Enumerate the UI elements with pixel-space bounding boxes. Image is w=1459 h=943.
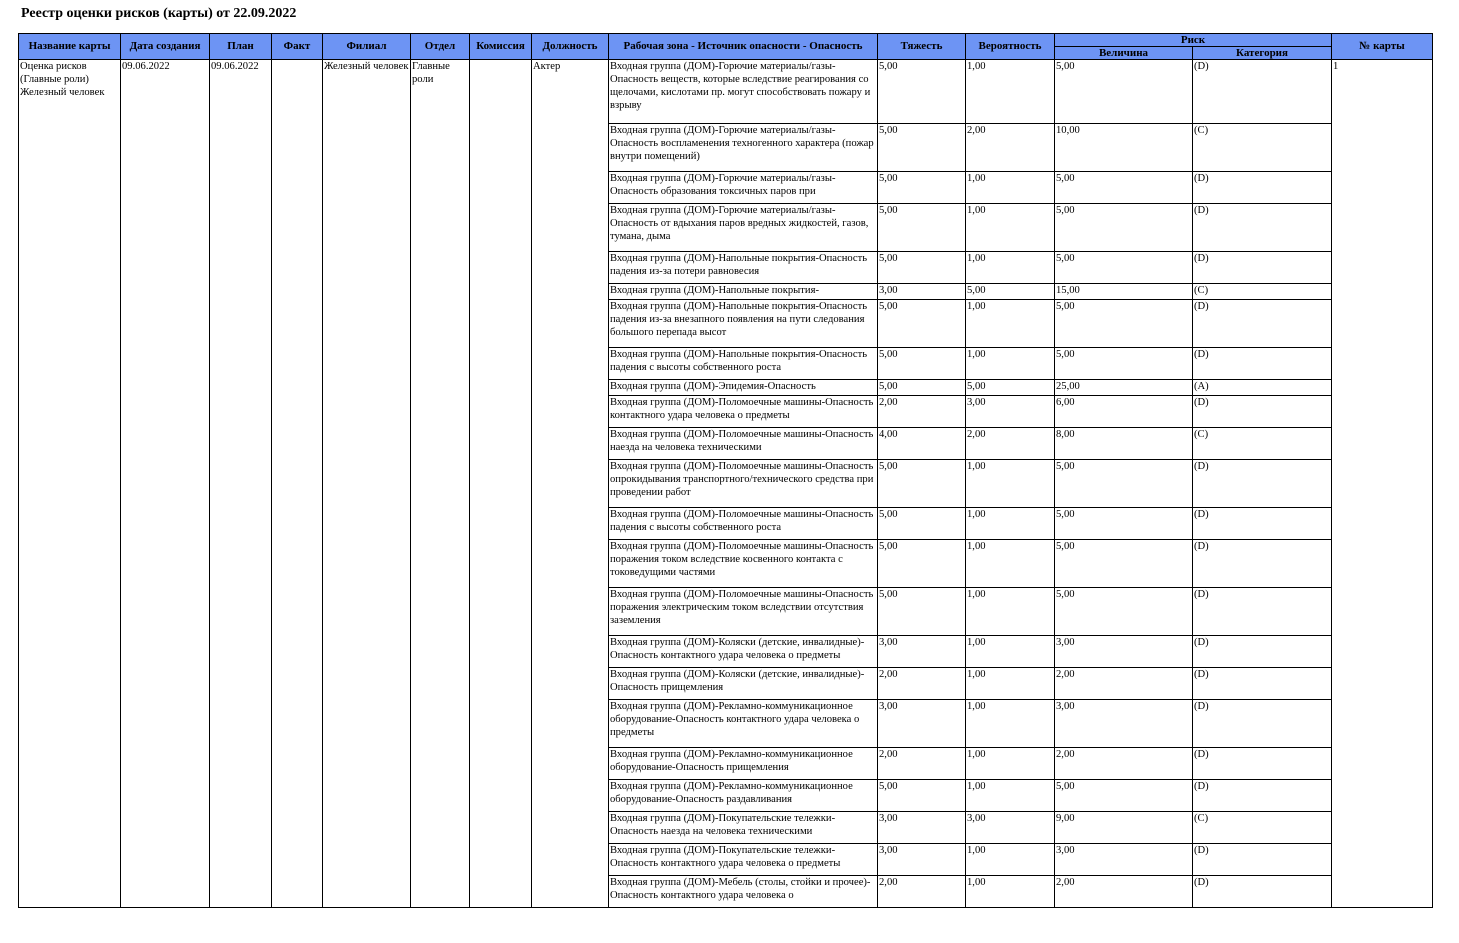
card-no-cell: 1	[1332, 60, 1433, 908]
severity-cell: 5,00	[878, 380, 966, 396]
severity-cell: 3,00	[878, 844, 966, 876]
plan-cell: 09.06.2022	[210, 60, 272, 908]
probability-cell: 1,00	[966, 204, 1055, 252]
table-body	[19, 60, 1433, 908]
hazard-cell: Входная группа (ДОМ)-Поломоечные машины-Опасность наезда на человека техническими	[609, 428, 878, 460]
probability-cell: 1,00	[966, 748, 1055, 780]
probability-cell: 5,00	[966, 284, 1055, 300]
severity-cell: 2,00	[878, 748, 966, 780]
severity-cell: 5,00	[878, 300, 966, 348]
probability-cell: 1,00	[966, 172, 1055, 204]
hazard-cell: Входная группа (ДОМ)-Горючие материалы/газы-Опасность воспламенения техногенного характера (пожар внутри помещений)	[609, 124, 878, 172]
probability-cell: 1,00	[966, 348, 1055, 380]
risk-value-cell: 3,00	[1055, 636, 1193, 668]
probability-cell: 1,00	[966, 460, 1055, 508]
risk-value-cell: 5,00	[1055, 780, 1193, 812]
risk-category-cell: (D)	[1193, 300, 1332, 348]
severity-cell: 3,00	[878, 812, 966, 844]
severity-cell: 5,00	[878, 460, 966, 508]
probability-cell: 2,00	[966, 428, 1055, 460]
risk-category-cell: (D)	[1193, 748, 1332, 780]
report-title: Реестр оценки рисков (карты) от 22.09.2022	[21, 6, 297, 21]
risk-value-cell: 9,00	[1055, 812, 1193, 844]
severity-cell: 3,00	[878, 284, 966, 300]
risk-category-cell: (D)	[1193, 204, 1332, 252]
severity-cell: 5,00	[878, 540, 966, 588]
severity-cell: 5,00	[878, 172, 966, 204]
probability-cell: 1,00	[966, 876, 1055, 908]
hazard-cell: Входная группа (ДОМ)-Коляски (детские, инвалидные)-Опасность контактного удара человека о предметы	[609, 636, 878, 668]
risk-value-cell: 5,00	[1055, 460, 1193, 508]
probability-cell: 3,00	[966, 812, 1055, 844]
hazard-cell: Входная группа (ДОМ)-Поломоечные машины-Опасность контактного удара человека о предметы	[609, 396, 878, 428]
probability-cell: 5,00	[966, 380, 1055, 396]
hazard-cell: Входная группа (ДОМ)-Рекламно-коммуникационное оборудование-Опасность контактного удара человека о предметы	[609, 700, 878, 748]
fact-cell	[272, 60, 323, 908]
severity-cell: 5,00	[878, 588, 966, 636]
risk-category-cell: (D)	[1193, 844, 1332, 876]
department-cell: Главные роли	[411, 60, 470, 908]
hazard-cell: Входная группа (ДОМ)-Покупательские тележки-Опасность контактного удара человека о предметы	[609, 844, 878, 876]
hazard-cell: Входная группа (ДОМ)-Покупательские тележки-Опасность наезда на человека техническими	[609, 812, 878, 844]
header-fact: Факт	[272, 34, 323, 60]
hazard-cell: Входная группа (ДОМ)-Напольные покрытия-Опасность падения из-за внезапного появления на пути следования большого перепада высот	[609, 300, 878, 348]
risk-category-cell: (C)	[1193, 812, 1332, 844]
severity-cell: 5,00	[878, 124, 966, 172]
header-risk-category: Категория	[1193, 47, 1332, 60]
risk-category-cell: (D)	[1193, 60, 1332, 124]
hazard-cell: Входная группа (ДОМ)-Рекламно-коммуникационное оборудование-Опасность раздавливания	[609, 780, 878, 812]
risk-category-cell: (D)	[1193, 780, 1332, 812]
risk-value-cell: 5,00	[1055, 300, 1193, 348]
risk-value-cell: 3,00	[1055, 844, 1193, 876]
hazard-cell: Входная группа (ДОМ)-Напольные покрытия-Опасность падения из-за потери равновесия	[609, 252, 878, 284]
header-branch: Филиал	[323, 34, 411, 60]
probability-cell: 1,00	[966, 844, 1055, 876]
risk-register-table	[18, 33, 1433, 908]
risk-value-cell: 5,00	[1055, 204, 1193, 252]
risk-category-cell: (D)	[1193, 252, 1332, 284]
probability-cell: 1,00	[966, 508, 1055, 540]
risk-value-cell: 2,00	[1055, 876, 1193, 908]
hazard-cell: Входная группа (ДОМ)-Горючие материалы/газы-Опасность образования токсичных паров при	[609, 172, 878, 204]
severity-cell: 5,00	[878, 252, 966, 284]
probability-cell: 1,00	[966, 636, 1055, 668]
probability-cell: 1,00	[966, 252, 1055, 284]
probability-cell: 1,00	[966, 780, 1055, 812]
hazard-cell: Входная группа (ДОМ)-Эпидемия-Опасность	[609, 380, 878, 396]
position-cell: Актер	[532, 60, 609, 908]
hazard-cell: Входная группа (ДОМ)-Поломоечные машины-Опасность падения с высоты собственного роста	[609, 508, 878, 540]
risk-value-cell: 25,00	[1055, 380, 1193, 396]
probability-cell: 2,00	[966, 124, 1055, 172]
header-created: Дата создания	[121, 34, 210, 60]
risk-category-cell: (D)	[1193, 396, 1332, 428]
header-severity: Тяжесть	[878, 34, 966, 60]
risk-category-cell: (D)	[1193, 700, 1332, 748]
severity-cell: 2,00	[878, 876, 966, 908]
severity-cell: 5,00	[878, 348, 966, 380]
severity-cell: 5,00	[878, 780, 966, 812]
risk-value-cell: 5,00	[1055, 588, 1193, 636]
probability-cell: 1,00	[966, 700, 1055, 748]
risk-value-cell: 5,00	[1055, 60, 1193, 124]
header-plan: План	[210, 34, 272, 60]
hazard-cell: Входная группа (ДОМ)-Мебель (столы, стойки и прочее)-Опасность контактного удара человека о	[609, 876, 878, 908]
severity-cell: 5,00	[878, 60, 966, 124]
risk-value-cell: 8,00	[1055, 428, 1193, 460]
probability-cell: 3,00	[966, 396, 1055, 428]
risk-value-cell: 2,00	[1055, 668, 1193, 700]
risk-category-cell: (D)	[1193, 540, 1332, 588]
header-probability: Вероятность	[966, 34, 1055, 60]
risk-value-cell: 15,00	[1055, 284, 1193, 300]
severity-cell: 2,00	[878, 396, 966, 428]
severity-cell: 3,00	[878, 636, 966, 668]
hazard-cell: Входная группа (ДОМ)-Поломоечные машины-Опасность опрокидывания транспортного/технического средства при проведении работ	[609, 460, 878, 508]
risk-category-cell: (D)	[1193, 668, 1332, 700]
header-department: Отдел	[411, 34, 470, 60]
risk-category-cell: (D)	[1193, 588, 1332, 636]
risk-value-cell: 5,00	[1055, 172, 1193, 204]
risk-category-cell: (A)	[1193, 380, 1332, 396]
hazard-cell: Входная группа (ДОМ)-Коляски (детские, инвалидные)-Опасность прищемления	[609, 668, 878, 700]
risk-category-cell: (C)	[1193, 124, 1332, 172]
header-risk-value: Величина	[1055, 47, 1193, 60]
probability-cell: 1,00	[966, 300, 1055, 348]
hazard-cell: Входная группа (ДОМ)-Напольные покрытия-	[609, 284, 878, 300]
probability-cell: 1,00	[966, 540, 1055, 588]
risk-value-cell: 10,00	[1055, 124, 1193, 172]
risk-category-cell: (D)	[1193, 876, 1332, 908]
hazard-cell: Входная группа (ДОМ)-Горючие материалы/газы-Опасность веществ, которые вследствие реагирования со щелочами, кислотами пр. могут способствовать пожару и взрыву	[609, 60, 878, 124]
hazard-cell: Входная группа (ДОМ)-Напольные покрытия-Опасность падения с высоты собственного роста	[609, 348, 878, 380]
risk-value-cell: 3,00	[1055, 700, 1193, 748]
hazard-cell: Входная группа (ДОМ)-Рекламно-коммуникационное оборудование-Опасность прищемления	[609, 748, 878, 780]
header-position: Должность	[532, 34, 609, 60]
risk-value-cell: 5,00	[1055, 348, 1193, 380]
risk-category-cell: (D)	[1193, 172, 1332, 204]
severity-cell: 5,00	[878, 204, 966, 252]
created-cell: 09.06.2022	[121, 60, 210, 908]
header-risk: Риск	[1055, 34, 1332, 47]
probability-cell: 1,00	[966, 668, 1055, 700]
risk-value-cell: 2,00	[1055, 748, 1193, 780]
card-name-cell: Оценка рисков (Главные роли) Железный человек	[19, 60, 121, 908]
risk-category-cell: (D)	[1193, 460, 1332, 508]
risk-category-cell: (C)	[1193, 284, 1332, 300]
header-commission: Комиссия	[470, 34, 532, 60]
risk-category-cell: (D)	[1193, 636, 1332, 668]
risk-value-cell: 5,00	[1055, 508, 1193, 540]
header-hazard: Рабочая зона - Источник опасности - Опасность	[609, 34, 878, 60]
header-card-name: Название карты	[19, 34, 121, 60]
risk-value-cell: 6,00	[1055, 396, 1193, 428]
hazard-cell: Входная группа (ДОМ)-Поломоечные машины-Опасность поражения током вследствие косвенного контакта с токоведущими частями	[609, 540, 878, 588]
severity-cell: 5,00	[878, 508, 966, 540]
probability-cell: 1,00	[966, 60, 1055, 124]
risk-category-cell: (C)	[1193, 428, 1332, 460]
risk-category-cell: (D)	[1193, 348, 1332, 380]
risk-category-cell: (D)	[1193, 508, 1332, 540]
severity-cell: 3,00	[878, 700, 966, 748]
severity-cell: 2,00	[878, 668, 966, 700]
header-card-no: № карты	[1332, 34, 1433, 60]
hazard-cell: Входная группа (ДОМ)-Поломоечные машины-Опасность поражения электрическим током вследствии отсутствия заземления	[609, 588, 878, 636]
hazard-cell: Входная группа (ДОМ)-Горючие материалы/газы-Опасность от вдыхания паров вредных жидкостей, газов, тумана, дыма	[609, 204, 878, 252]
probability-cell: 1,00	[966, 588, 1055, 636]
branch-cell: Железный человек	[323, 60, 411, 908]
risk-value-cell: 5,00	[1055, 540, 1193, 588]
commission-cell	[470, 60, 532, 908]
table-row	[19, 60, 1433, 124]
risk-value-cell: 5,00	[1055, 252, 1193, 284]
severity-cell: 4,00	[878, 428, 966, 460]
